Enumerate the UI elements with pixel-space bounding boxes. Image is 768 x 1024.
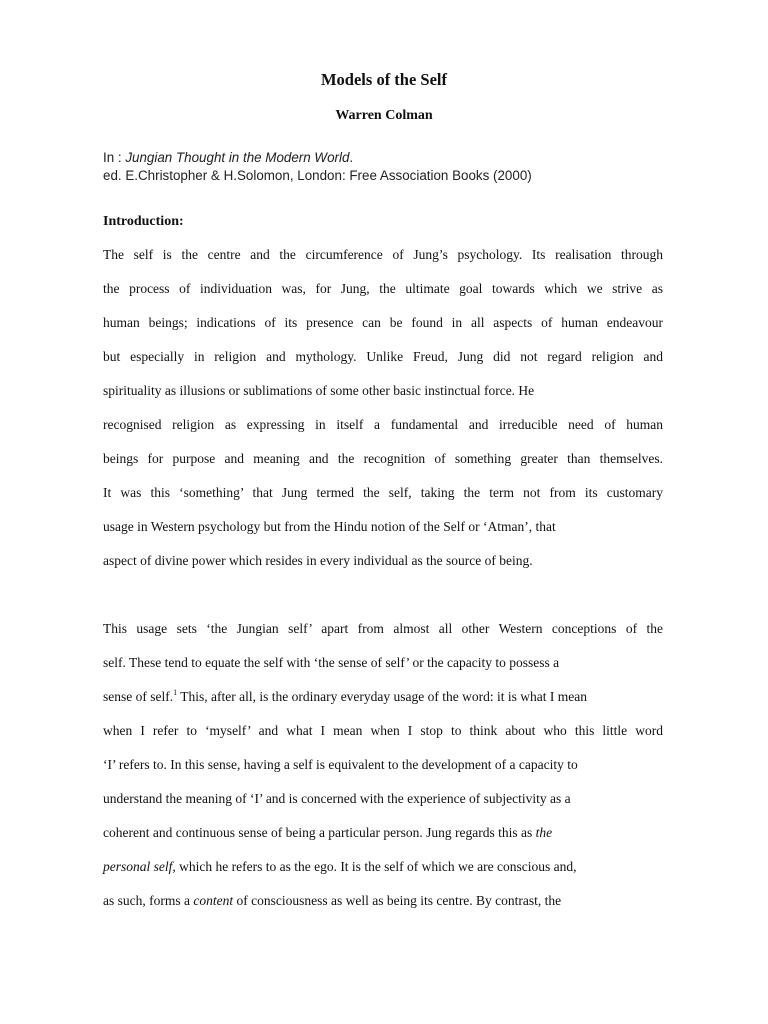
paragraph-line: but especially in religion and mythology. Unlike Freud, Jung did not regard religion and	[103, 349, 663, 364]
line-text: sense of self.	[103, 689, 174, 704]
paragraph-line: the process of individuation was, for Jung, the ultimate goal towards which we strive as	[103, 281, 663, 296]
citation-book-title: Jungian Thought in the Modern World	[125, 150, 350, 165]
paragraph-line: spirituality as illusions or sublimations of some other basic instinctual force. He	[103, 383, 535, 398]
paragraph-line: self. These tend to equate the self with ‘the sense of self’ or the capacity to possess a	[103, 655, 560, 670]
paragraph-line: when I refer to ‘myself’ and what I mean when I stop to think about who this little word	[103, 723, 663, 738]
paragraph-line: beings for purpose and meaning and the recognition of something greater than themselves.	[103, 451, 663, 466]
document-author: Warren Colman	[335, 108, 433, 123]
paragraph-line: understand the meaning of ‘I’ and is concerned with the experience of subjectivity as a	[103, 791, 571, 806]
citation-editors-line: ed. E.Christopher & H.Solomon, London: Free Association Books (2000)	[103, 168, 532, 183]
paragraph-line: It was this ‘something’ that Jung termed the self, taking the term not from its customary	[103, 485, 663, 500]
citation-book-title-suffix: .	[349, 150, 354, 165]
paragraph-line: ‘I’ refers to. In this sense, having a self is equivalent to the development of a capacity to	[103, 757, 578, 772]
line-text: This, after all, is the ordinary everyday usage of the word: it is what I mean	[177, 689, 587, 704]
paragraph-line: This usage sets ‘the Jungian self’ apart from almost all other Western conceptions of the	[103, 621, 663, 636]
citation-prefix: In :	[103, 150, 126, 165]
paragraph-line: aspect of divine power which resides in every individual as the source of being.	[103, 553, 533, 568]
paragraph-line: human beings; indications of its presence can be found in all aspects of human endeavour	[103, 315, 663, 330]
emphasis-text: content	[193, 893, 234, 908]
emphasis-text: the	[535, 825, 553, 840]
section-heading: Introduction:	[103, 214, 184, 229]
emphasis-text: personal self,	[103, 859, 176, 874]
paragraph-line: The self is the centre and the circumference of Jung’s psychology. Its realisation through	[103, 247, 663, 262]
document-title: Models of the Self	[320, 70, 448, 89]
line-text: of consciousness as well as being its centre. By contrast, the	[233, 893, 562, 908]
citation-source-line	[103, 149, 532, 167]
paragraph-line	[103, 891, 561, 911]
paragraph-line: usage in Western psychology but from the Hindu notion of the Self or ‘Atman’, that	[103, 519, 556, 534]
citation-block	[103, 149, 532, 185]
paragraph-line	[103, 857, 577, 877]
paragraph-line	[103, 823, 552, 843]
paragraph-line	[103, 687, 587, 707]
paragraph-line: recognised religion as expressing in itself a fundamental and irreducible need of human	[103, 417, 663, 432]
line-text: which he refers to as the ego. It is the self of which we are conscious and,	[175, 859, 577, 874]
line-text: coherent and continuous sense of being a particular person. Jung regards this as	[103, 825, 536, 840]
footnote-marker[interactable]: 1	[173, 688, 178, 697]
line-text: as such, forms a	[103, 893, 194, 908]
